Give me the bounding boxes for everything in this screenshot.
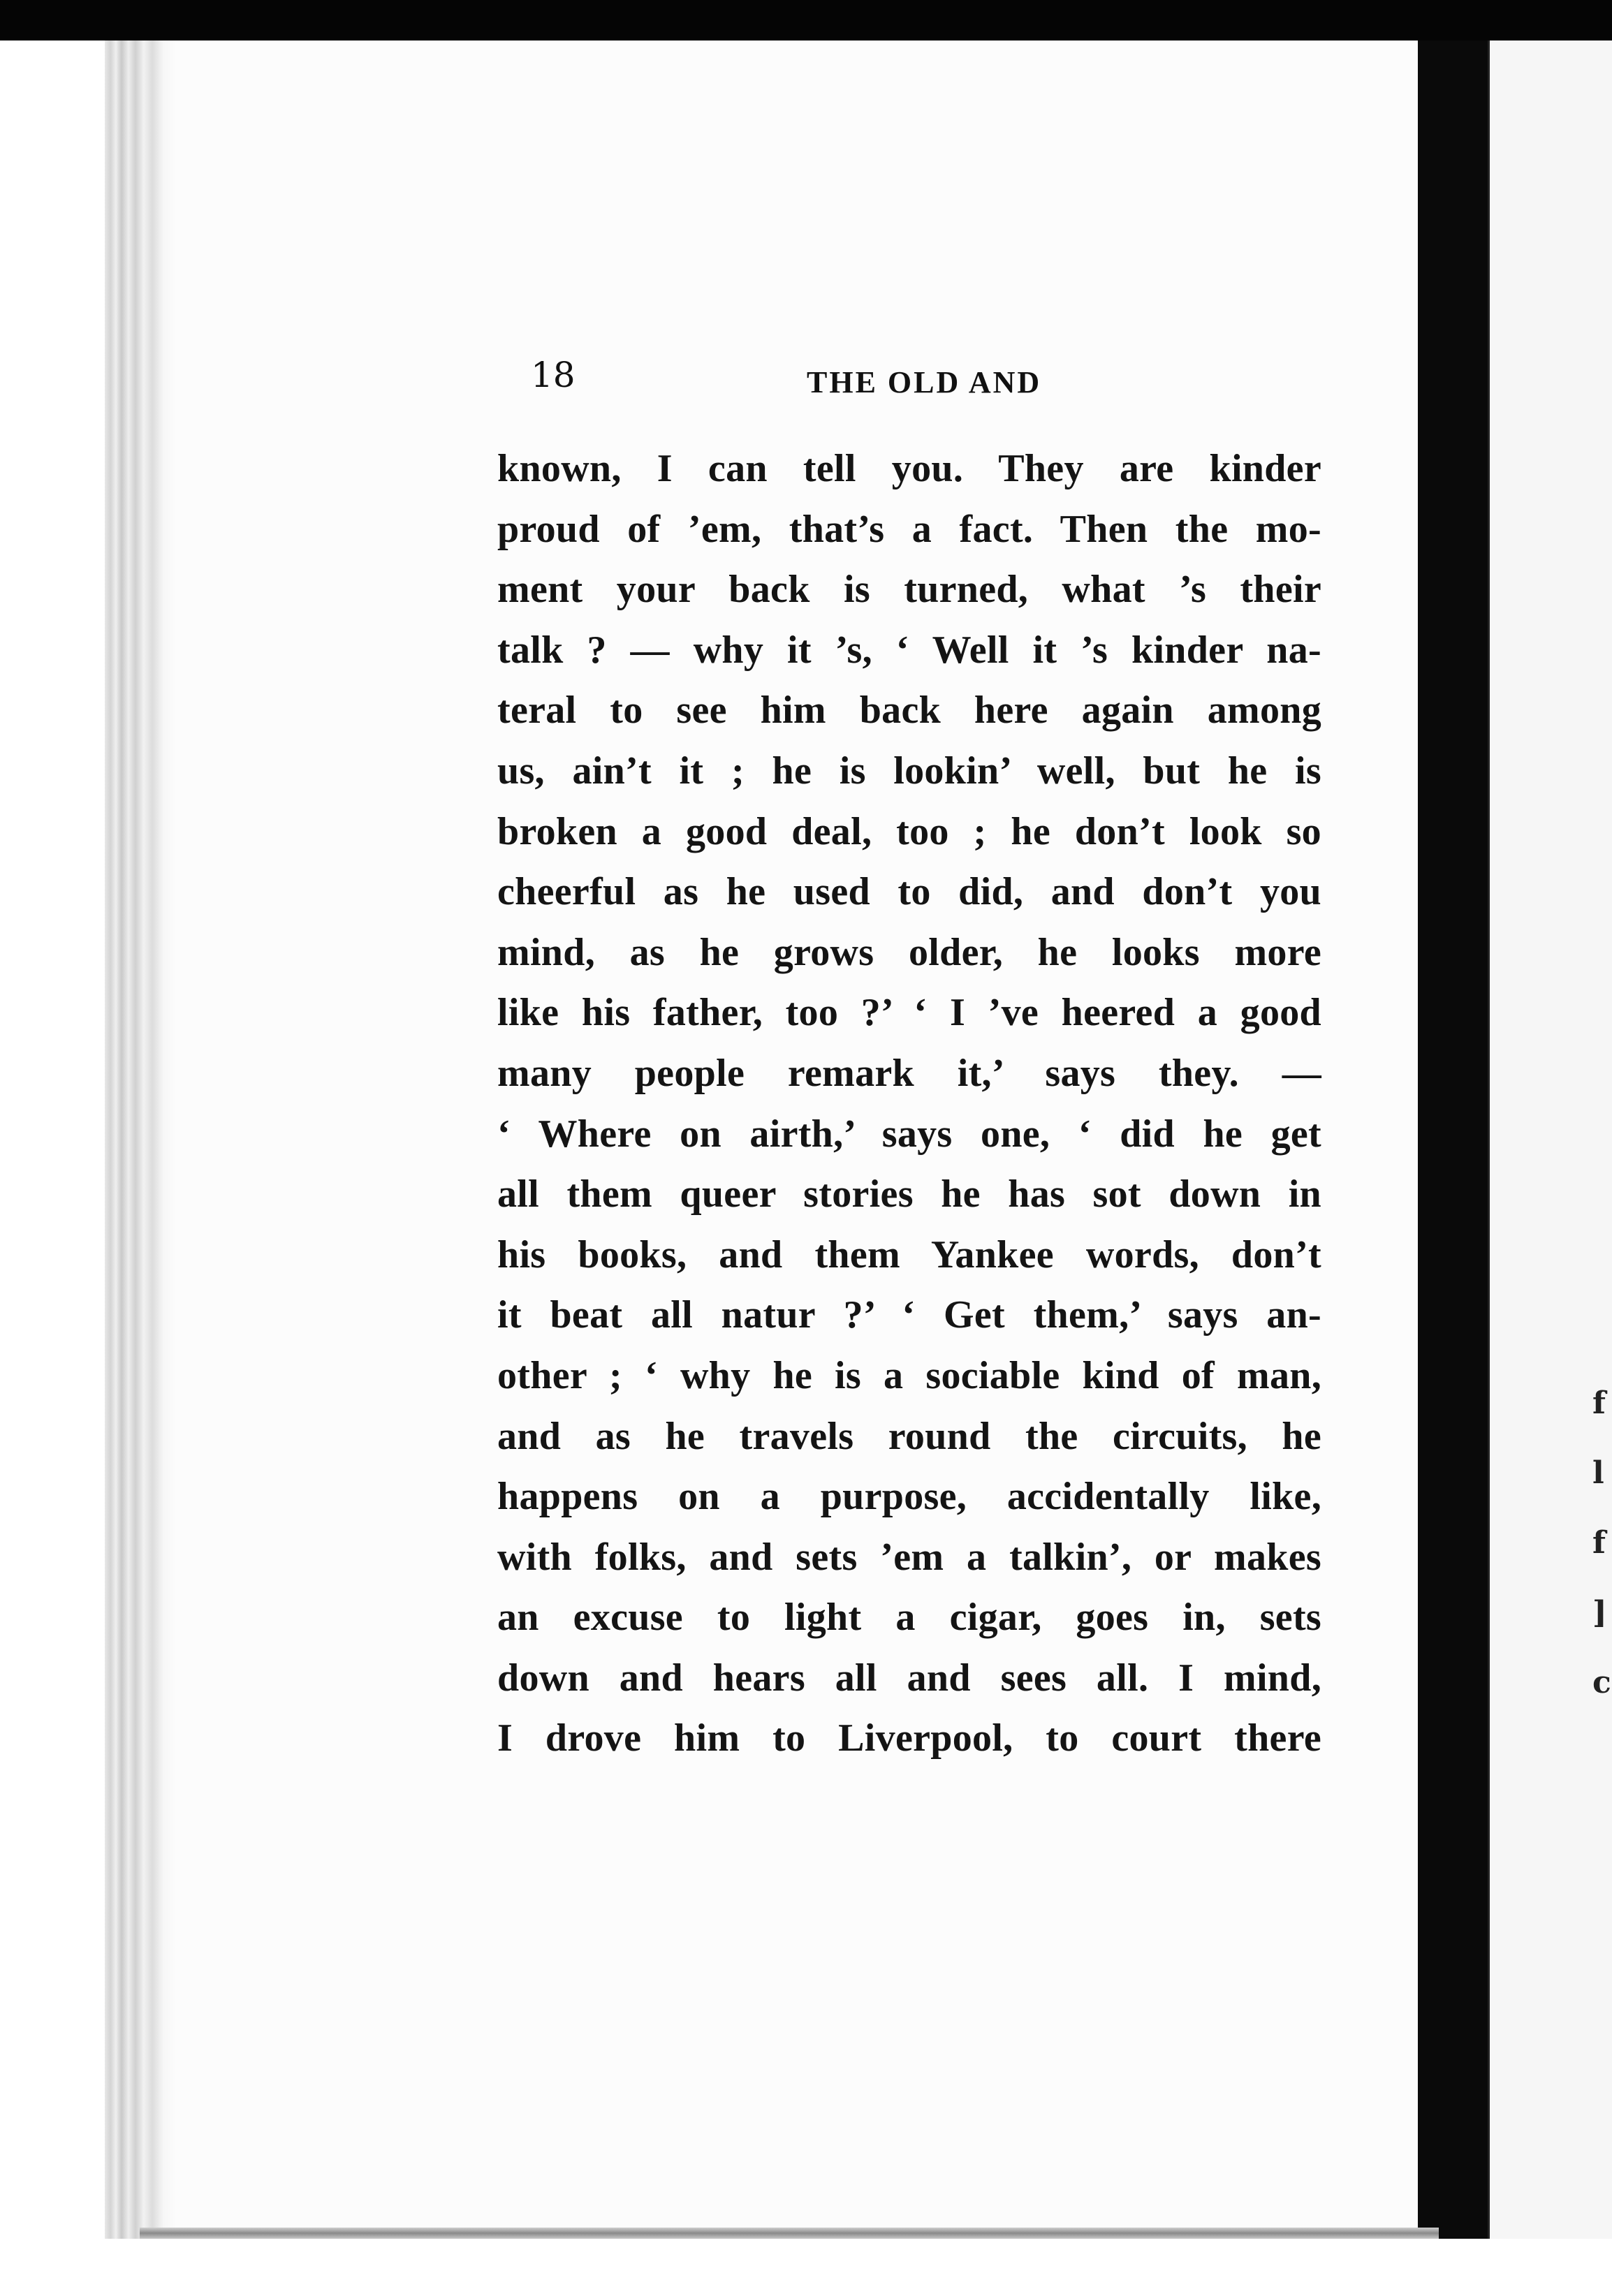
text-line: ‘ Where on airth,’ says one, ‘ did he get [497,1112,1321,1156]
body-text [497,439,1321,1769]
text-line: ment your back is turned, what ’s their [497,568,1321,612]
text-line: it beat all natur ?’ ‘ Get them,’ says an- [497,1293,1321,1337]
facing-page [1488,41,1612,2275]
text-line: other ; ‘ why he is a sociable kind of man, [497,1353,1321,1397]
text-line: I drove him to Liverpool, to court there [497,1716,1321,1760]
facing-page-fragment: ] [1592,1595,1607,1631]
scan-margin-left [0,0,105,2296]
text-line: down and hears all and sees all. I mind, [497,1656,1321,1700]
text-line: happens on a purpose, accidentally like, [497,1475,1321,1519]
text-line: like his father, too ?’ ‘ I ’ve heered a good [497,991,1321,1035]
facing-page-fragment: f [1592,1385,1606,1421]
text-line: many people remark it,’ says they. — [497,1051,1321,1095]
scan-border-top [0,0,1612,41]
text-line: with folks, and sets ’em a talkin’, or makes [497,1535,1321,1579]
text-line: his books, and them Yankee words, don’t [497,1232,1321,1276]
text-line: broken a good deal, too ; he don’t look so [497,809,1321,853]
text-line: mind, as he grows older, he looks more [497,930,1321,974]
book-page-edges [105,0,175,2296]
text-line: an excuse to light a cigar, goes in, sets [497,1596,1321,1640]
book-bottom-edge [140,2228,1439,2239]
text-line: and as he travels round the circuits, he [497,1414,1321,1458]
facing-page-fragment: c [1592,1665,1611,1700]
running-head: THE OLD AND [807,365,1042,399]
facing-page-fragments [1592,1369,1612,1718]
facing-page-fragment: l [1592,1455,1604,1491]
facing-page-fragment: f [1592,1525,1606,1561]
text-line: known, I can tell you. They are kinder [497,447,1321,490]
text-line: all them queer stories he has sot down in [497,1172,1321,1216]
text-line: teral to see him back here again among [497,689,1321,733]
scan-margin-bottom [0,2239,1612,2296]
text-line: us, ain’t it ; he is lookin’ well, but he is [497,749,1321,793]
text-line: proud of ’em, that’s a fact. Then the mo- [497,507,1321,551]
page-header [531,355,1369,411]
text-line: talk ? — why it ’s, ‘ Well it ’s kinder na- [497,628,1321,672]
text-line: cheerful as he used to did, and don’t you [497,870,1321,914]
page-number: 18 [531,355,576,395]
